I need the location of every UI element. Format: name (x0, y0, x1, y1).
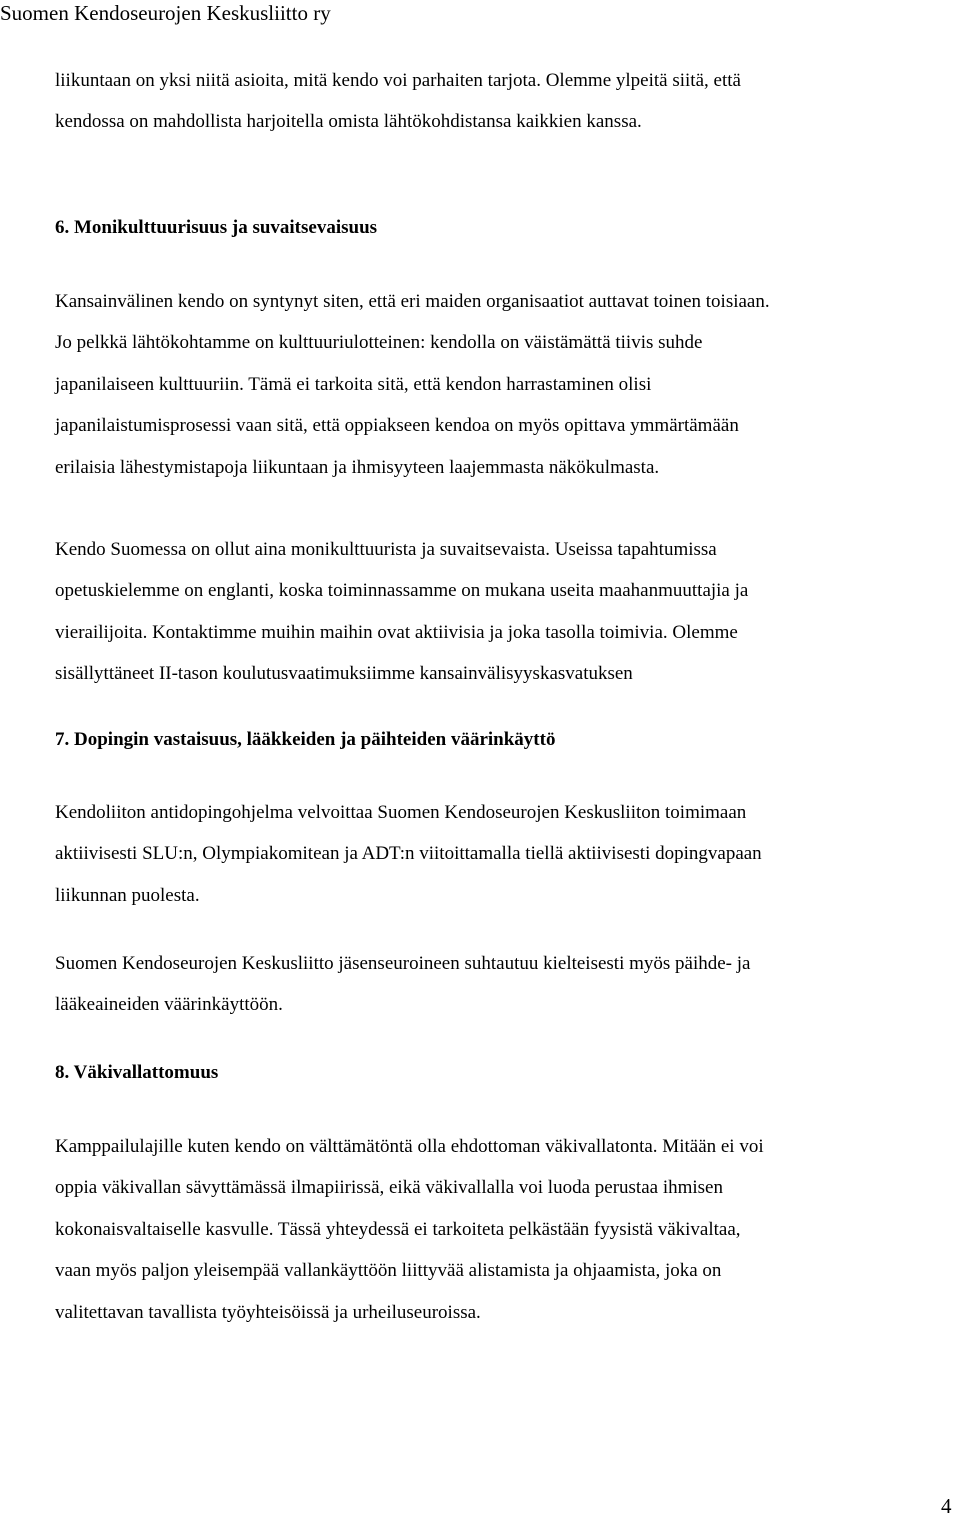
intro-paragraph (55, 60, 960, 143)
paragraph-line: Suomen Kendoseurojen Keskusliitto jäsenseuroineen suhtautuu kielteisesti myös päihde- ja (55, 953, 751, 974)
page-number: 4 (941, 1494, 952, 1518)
section-6-heading (55, 207, 960, 248)
section-6-paragraph-1 (55, 281, 960, 488)
paragraph-line: Jo pelkkä lähtökohtamme on kulttuuriulotteinen: kendolla on väistämättä tiivis suhde (55, 332, 703, 354)
paragraph-line: japanilaistumisprosessi vaan sitä, että oppiakseen kendoa on myös opittava ymmärtämään (55, 415, 739, 437)
section-7-heading (55, 719, 960, 760)
section-8-paragraph-1 (55, 1126, 960, 1333)
paragraph-line: sisällyttäneet II-tason koulutusvaatimuksiimme kansainvälisyyskasvatuksen (55, 663, 633, 685)
paragraph-line: liikunnan puolesta. (55, 884, 200, 906)
paragraph-line: Kendoliiton antidopingohjelma velvoittaa Suomen Kendoseurojen Keskusliiton toimimaan (55, 802, 747, 823)
paragraph-line: liikuntaan on yksi niitä asioita, mitä kendo voi parhaiten tarjota. Olemme ylpeitä siitä, että (55, 70, 741, 91)
section-8-heading (55, 1052, 960, 1093)
paragraph-line: opetuskielemme on englanti, koska toiminnassamme on mukana useita maahanmuuttajia ja (55, 580, 749, 602)
paragraph-line: erilaisia lähestymistapoja liikuntaan ja ihmisyyteen laajemmasta näkökulmasta. (55, 456, 660, 478)
paragraph-line: valitettavan tavallista työyhteisöissä ja urheiluseuroissa. (55, 1301, 481, 1323)
paragraph-line: Kendo Suomessa on ollut aina monikulttuurista ja suvaitsevaista. Useissa tapahtumissa (55, 539, 717, 560)
paragraph-line: oppia väkivallan sävyttämässä ilmapiirissä, eikä väkivallalla voi luoda perustaa ihmisen (55, 1177, 723, 1199)
section-heading-text: 6. Monikulttuurisuus ja suvaitsevaisuus (55, 217, 378, 238)
section-7-paragraph-1 (55, 792, 960, 916)
document-header (0, 0, 331, 26)
section-7-paragraph-2 (55, 943, 960, 1026)
paragraph-line: aktiivisesti SLU:n, Olympiakomitean ja ADT:n viitoittamalla tiellä aktiivisesti dopingvapaan (55, 843, 762, 865)
paragraph-line: kendossa on mahdollista harjoitella omista lähtökohdistansa kaikkien kanssa. (55, 111, 642, 133)
paragraph-line: vaan myös paljon yleisempää vallankäyttöön liittyvää alistamista ja ohjaamista, joka on (55, 1260, 722, 1282)
section-heading-text: 8. Väkivallattomuus (55, 1062, 219, 1083)
paragraph-line: lääkeaineiden väärinkäyttöön. (55, 994, 283, 1016)
paragraph-line: vierailijoita. Kontaktimme muihin maihin ovat aktiivisia ja joka tasolla toimivia. Olemme (55, 621, 738, 643)
paragraph-line: Kamppailulajille kuten kendo on välttämätöntä olla ehdottoman väkivallatonta. Mitään ei voi (55, 1136, 764, 1157)
paragraph-line: Kansainvälinen kendo on syntynyt siten, että eri maiden organisaatiot auttavat toinen toisiaan. (55, 291, 770, 312)
header-title: Suomen Kendoseurojen Keskusliitto ry (0, 1, 331, 25)
paragraph-line: japanilaiseen kulttuuriin. Tämä ei tarkoita sitä, että kendon harrastaminen olisi (55, 373, 652, 395)
paragraph-line: kokonaisvaltaiselle kasvulle. Tässä yhteydessä ei tarkoiteta pelkästään fyysistä väkivaltaa, (55, 1218, 741, 1240)
section-heading-text: 7. Dopingin vastaisuus, lääkkeiden ja päihteiden väärinkäyttö (55, 729, 556, 750)
section-6-paragraph-2 (55, 529, 960, 695)
